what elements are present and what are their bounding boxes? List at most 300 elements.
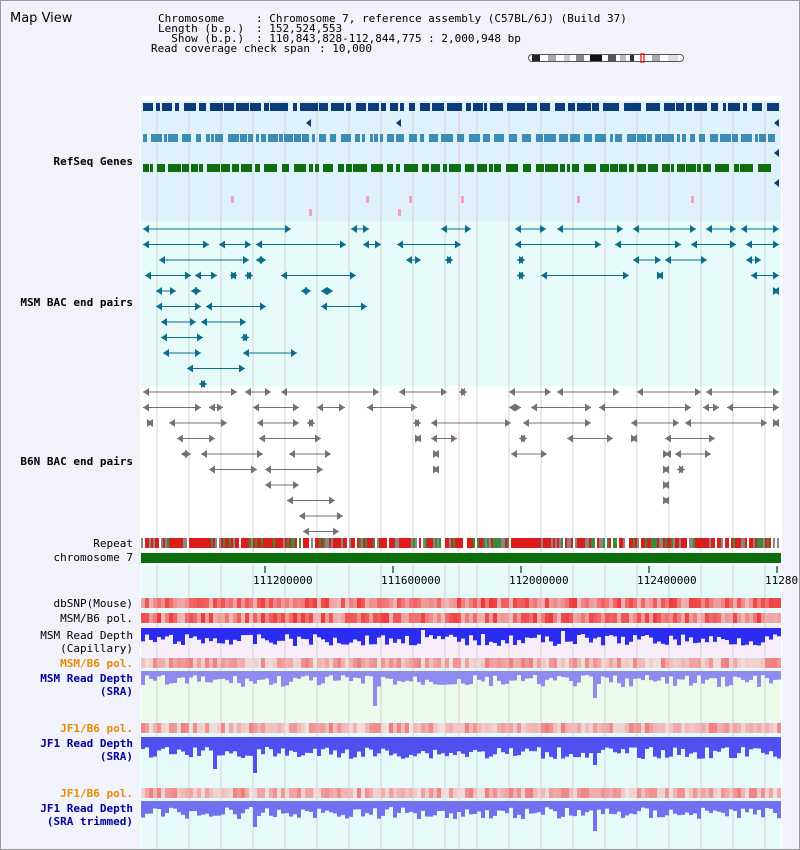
- heat-cell: [449, 613, 453, 623]
- depth-bar: [645, 628, 649, 635]
- repeat-segment: [147, 538, 149, 548]
- heat-cell: [445, 613, 449, 623]
- repeat-segment: [545, 538, 547, 548]
- track-label-jf1-b6-pol-trim[interactable]: JF1/B6 pol.: [60, 787, 133, 800]
- depth-bar: [673, 628, 677, 640]
- track-label-dbsnp[interactable]: dbSNP(Mouse): [53, 597, 133, 610]
- heat-cell: [573, 788, 577, 798]
- heat-cell: [489, 658, 493, 668]
- depth-bar: [689, 737, 693, 754]
- heat-cell: [405, 613, 409, 623]
- depth-bar: [457, 737, 461, 751]
- depth-bar: [517, 801, 521, 815]
- depth-bar: [413, 801, 417, 813]
- repeat-segment: [779, 538, 781, 548]
- gene-feature: [409, 134, 417, 142]
- depth-bar: [641, 671, 645, 680]
- repeat-segment: [205, 538, 207, 548]
- depth-bar: [169, 801, 173, 808]
- heat-cell: [433, 613, 437, 623]
- heat-cell: [333, 723, 337, 733]
- depth-bar: [621, 671, 625, 687]
- track-label-msm-read-depth-cap[interactable]: MSM Read Depth (Capillary): [40, 629, 133, 655]
- depth-bar: [625, 801, 629, 815]
- heat-cell: [241, 723, 245, 733]
- depth-bar: [661, 737, 665, 750]
- depth-bar: [749, 801, 753, 809]
- depth-bar: [309, 801, 313, 812]
- repeat-segment: [307, 538, 309, 548]
- depth-bar: [633, 671, 637, 679]
- heat-cell: [313, 613, 317, 623]
- heat-cell: [541, 658, 545, 668]
- repeat-segment: [607, 538, 609, 548]
- repeat-segment: [191, 538, 193, 548]
- heat-cell: [541, 788, 545, 798]
- heat-cell: [521, 788, 525, 798]
- heat-cell: [577, 658, 581, 668]
- repeat-segment: [141, 538, 143, 548]
- depth-bar: [333, 671, 337, 681]
- heat-cell: [545, 658, 549, 668]
- heat-cell: [753, 788, 757, 798]
- heat-cell: [301, 723, 305, 733]
- repeat-segment: [471, 538, 473, 548]
- depth-bar: [445, 671, 449, 685]
- depth-bar: [601, 671, 605, 677]
- gene-feature: [577, 196, 580, 203]
- repeat-segment: [581, 538, 583, 548]
- heat-cell: [321, 658, 325, 668]
- depth-bar: [405, 628, 409, 636]
- repeat-segment: [769, 538, 771, 548]
- heat-cell: [357, 723, 361, 733]
- depth-bar: [245, 671, 249, 679]
- heat-cell: [717, 788, 721, 798]
- heat-cell: [369, 613, 373, 623]
- heat-cell: [529, 613, 533, 623]
- depth-bar: [513, 671, 517, 680]
- depth-bar: [273, 671, 277, 683]
- depth-bar: [593, 801, 597, 831]
- depth-bar: [377, 801, 381, 819]
- depth-bar: [697, 737, 701, 759]
- gene-feature: [690, 134, 695, 142]
- depth-bar: [313, 671, 317, 677]
- track-label-msm-bac[interactable]: MSM BAC end pairs: [20, 296, 133, 309]
- heat-cell: [665, 613, 669, 623]
- depth-bar: [437, 671, 441, 685]
- depth-bar: [241, 671, 245, 687]
- depth-bar: [337, 628, 341, 643]
- depth-bar: [693, 671, 697, 683]
- gene-feature: [151, 134, 162, 142]
- depth-bar: [477, 801, 481, 812]
- depth-bar: [153, 737, 157, 757]
- heat-cell: [669, 658, 673, 668]
- depth-bar: [409, 628, 413, 645]
- heat-cell: [709, 788, 713, 798]
- coverage-span-label: Read coverage check span: [151, 42, 310, 55]
- gene-feature: [256, 134, 259, 142]
- depth-bar: [349, 671, 353, 681]
- depth-bar: [145, 628, 149, 635]
- heat-cell: [737, 613, 741, 623]
- depth-bar: [393, 628, 397, 643]
- depth-bar: [497, 801, 501, 811]
- repeat-segment: [203, 538, 205, 548]
- heat-cell: [245, 658, 249, 668]
- heat-cell: [497, 613, 501, 623]
- depth-bar: [397, 628, 401, 639]
- gene-feature: [199, 103, 206, 111]
- repeat-segment: [165, 538, 167, 548]
- heat-cell: [765, 658, 769, 668]
- heat-cell: [777, 723, 781, 733]
- heat-cell: [745, 658, 749, 668]
- repeat-segment: [323, 538, 325, 548]
- depth-bar: [677, 628, 681, 645]
- repeat-segment: [665, 538, 667, 548]
- repeat-segment: [529, 538, 531, 548]
- depth-bar: [613, 737, 617, 752]
- heat-cell: [609, 788, 613, 798]
- heat-cell: [621, 613, 625, 623]
- heat-cell: [389, 598, 393, 608]
- depth-bar: [305, 628, 309, 639]
- depth-bar: [629, 737, 633, 747]
- depth-bar: [141, 737, 145, 749]
- heat-cell: [501, 788, 505, 798]
- gene-feature: [540, 103, 550, 111]
- depth-bar: [761, 801, 765, 817]
- depth-bar: [545, 671, 549, 680]
- heat-cell: [745, 723, 749, 733]
- heat-cell: [529, 788, 533, 798]
- depth-bar: [289, 737, 293, 751]
- heat-cell: [421, 598, 425, 608]
- depth-bar: [521, 737, 525, 752]
- repeat-segment: [557, 538, 559, 548]
- repeat-segment: [605, 538, 607, 548]
- heat-cell: [205, 788, 209, 798]
- depth-bar: [617, 737, 621, 753]
- heat-cell: [465, 598, 469, 608]
- repeat-segment: [541, 538, 543, 548]
- heat-cell: [565, 788, 569, 798]
- depth-bar: [181, 737, 185, 752]
- heat-cell: [197, 613, 201, 623]
- heat-cell: [345, 788, 349, 798]
- gene-feature: [494, 164, 501, 172]
- heat-cell: [433, 658, 437, 668]
- depth-bar: [729, 671, 733, 685]
- repeat-segment: [261, 538, 263, 548]
- heat-cell: [509, 598, 513, 608]
- depth-bar: [673, 801, 677, 814]
- heat-cell: [225, 723, 229, 733]
- depth-bar: [213, 628, 217, 638]
- gene-feature: [368, 103, 379, 111]
- heat-cell: [433, 723, 437, 733]
- heat-cell: [177, 788, 181, 798]
- heat-cell: [569, 598, 573, 608]
- heat-cell: [169, 788, 173, 798]
- heat-cell: [185, 613, 189, 623]
- repeat-segment: [613, 538, 615, 548]
- heat-cell: [537, 788, 541, 798]
- gene-feature: [560, 164, 565, 172]
- heat-cell: [637, 723, 641, 733]
- depth-bar: [345, 737, 349, 749]
- heat-cell: [141, 723, 145, 733]
- depth-bar: [201, 671, 205, 676]
- heat-cell: [429, 613, 433, 623]
- track-label-jf1-read-depth-sra[interactable]: JF1 Read Depth (SRA): [40, 737, 133, 763]
- repeat-segment: [641, 538, 643, 548]
- gene-feature: [387, 164, 393, 172]
- depth-bar: [441, 737, 445, 753]
- depth-bar: [733, 628, 737, 644]
- repeat-segment: [637, 538, 639, 548]
- depth-bar: [241, 737, 245, 758]
- depth-bar: [141, 628, 145, 641]
- repeat-segment: [591, 538, 593, 548]
- heat-cell: [401, 788, 405, 798]
- depth-bar: [693, 737, 697, 752]
- heat-cell: [417, 723, 421, 733]
- gene-feature: [353, 164, 367, 172]
- heat-cell: [605, 658, 609, 668]
- gene-feature: [527, 103, 537, 111]
- track-label-msm-b6-pol[interactable]: MSM/B6 pol.: [60, 612, 133, 625]
- depth-bar: [477, 628, 481, 645]
- track-label-b6n-bac[interactable]: B6N BAC end pairs: [20, 455, 133, 468]
- depth-bar: [737, 737, 741, 753]
- track-label-jf1-read-depth-trim[interactable]: JF1 Read Depth (SRA trimmed): [40, 802, 133, 828]
- depth-bar: [421, 737, 425, 751]
- heat-cell: [737, 598, 741, 608]
- depth-bar: [657, 671, 661, 681]
- depth-bar: [461, 671, 465, 683]
- heat-cell: [493, 598, 497, 608]
- heat-cell: [685, 613, 689, 623]
- depth-bar: [177, 801, 181, 812]
- heat-cell: [501, 723, 505, 733]
- heat-cell: [613, 788, 617, 798]
- depth-bar: [405, 801, 409, 813]
- depth-bar: [669, 671, 673, 676]
- heat-cell: [313, 788, 317, 798]
- heat-cell: [389, 788, 393, 798]
- repeat-segment: [733, 538, 735, 548]
- gene-feature: [461, 196, 464, 203]
- depth-bar: [409, 671, 413, 681]
- heat-cell: [453, 598, 457, 608]
- depth-bar: [317, 737, 321, 756]
- heat-cell: [281, 613, 285, 623]
- depth-bar: [517, 671, 521, 675]
- heat-cell: [625, 613, 629, 623]
- gene-feature: [182, 134, 191, 142]
- depth-bar: [325, 671, 329, 677]
- depth-bar: [593, 628, 597, 638]
- repeat-segment: [267, 538, 269, 548]
- gene-feature: [544, 134, 556, 142]
- depth-bar: [529, 737, 533, 751]
- heat-cell: [633, 723, 637, 733]
- heat-cell: [557, 658, 561, 668]
- heat-cell: [229, 598, 233, 608]
- heat-cell: [353, 723, 357, 733]
- repeat-segment: [211, 538, 213, 548]
- depth-bar: [605, 801, 609, 809]
- depth-bar: [429, 671, 433, 682]
- heat-cell: [229, 723, 233, 733]
- heat-cell: [533, 723, 537, 733]
- depth-bar: [701, 737, 705, 759]
- gene-feature: [312, 134, 315, 142]
- heat-cell: [233, 723, 237, 733]
- repeat-segment: [321, 538, 323, 548]
- heat-cell: [753, 723, 757, 733]
- depth-bar: [149, 737, 153, 758]
- heat-cell: [657, 788, 661, 798]
- heat-cell: [565, 598, 569, 608]
- depth-bar: [645, 671, 649, 675]
- heat-cell: [645, 658, 649, 668]
- depth-bar: [497, 671, 501, 681]
- repeat-segment: [589, 538, 591, 548]
- depth-bar: [669, 801, 673, 810]
- track-label-repeat[interactable]: Repeat: [93, 537, 133, 550]
- depth-bar: [221, 737, 225, 755]
- heat-cell: [333, 658, 337, 668]
- heat-cell: [721, 613, 725, 623]
- heat-cell: [733, 613, 737, 623]
- heat-cell: [493, 723, 497, 733]
- heat-cell: [585, 613, 589, 623]
- axis-tick-label: 111600000: [381, 574, 441, 587]
- repeat-segment: [567, 538, 569, 548]
- depth-bar: [365, 801, 369, 813]
- heat-cell: [613, 598, 617, 608]
- depth-bar: [225, 737, 229, 751]
- depth-bar: [485, 801, 489, 810]
- heat-cell: [577, 598, 581, 608]
- depth-bar: [497, 628, 501, 646]
- depth-bar: [469, 737, 473, 752]
- depth-bar: [229, 628, 233, 644]
- gene-feature: [409, 196, 412, 203]
- gene-feature: [441, 134, 453, 142]
- heat-cell: [305, 658, 309, 668]
- heat-cell: [585, 658, 589, 668]
- heat-cell: [661, 788, 665, 798]
- depth-bar: [213, 671, 217, 680]
- depth-bar: [733, 671, 737, 677]
- depth-bar: [277, 737, 281, 753]
- depth-bar: [649, 671, 653, 680]
- heat-cell: [649, 613, 653, 623]
- track-label-refseq[interactable]: RefSeq Genes: [53, 155, 133, 168]
- depth-bar: [673, 737, 677, 748]
- repeat-segment: [265, 538, 267, 548]
- depth-bar: [501, 801, 505, 811]
- depth-bar: [717, 628, 721, 637]
- repeat-segment: [609, 538, 611, 548]
- depth-bar: [265, 628, 269, 640]
- depth-bar: [317, 628, 321, 637]
- track-label-msm-b6-pol-sra[interactable]: MSM/B6 pol.: [60, 657, 133, 670]
- heat-cell: [717, 613, 721, 623]
- depth-bar: [773, 671, 777, 680]
- gene-feature: [682, 134, 686, 142]
- heat-cell: [593, 788, 597, 798]
- repeat-segment: [551, 538, 553, 548]
- heat-cell: [505, 658, 509, 668]
- gene-feature: [615, 134, 622, 142]
- repeat-segment: [657, 538, 659, 548]
- depth-bar: [405, 671, 409, 681]
- gene-feature: [175, 103, 179, 111]
- heat-cell: [173, 598, 177, 608]
- heat-cell: [429, 788, 433, 798]
- heat-cell: [569, 788, 573, 798]
- depth-bar: [677, 801, 681, 815]
- repeat-segment: [263, 538, 265, 548]
- gene-feature: [409, 103, 415, 111]
- repeat-segment: [193, 538, 195, 548]
- track-label-msm-read-depth-sra[interactable]: MSM Read Depth (SRA): [40, 672, 133, 698]
- heat-cell: [597, 723, 601, 733]
- heat-cell: [345, 723, 349, 733]
- depth-bar: [145, 671, 149, 676]
- heat-cell: [561, 613, 565, 623]
- depth-bar: [585, 671, 589, 675]
- depth-bar: [357, 671, 361, 678]
- depth-bar: [709, 671, 713, 678]
- repeat-segment: [145, 538, 147, 548]
- heat-cell: [305, 613, 309, 623]
- depth-bar: [673, 671, 677, 686]
- track-label-jf1-b6-pol[interactable]: JF1/B6 pol.: [60, 722, 133, 735]
- heat-cell: [425, 723, 429, 733]
- repeat-segment: [625, 538, 627, 548]
- depth-bar: [401, 628, 405, 643]
- heat-cell: [413, 723, 417, 733]
- depth-bar: [609, 628, 613, 635]
- heat-cell: [441, 598, 445, 608]
- depth-bar: [485, 628, 489, 645]
- depth-bar: [249, 801, 253, 807]
- depth-bar: [517, 628, 521, 640]
- gene-feature: [431, 164, 440, 172]
- heat-cell: [301, 598, 305, 608]
- track-label-chromosome[interactable]: chromosome 7: [53, 551, 133, 564]
- gene-feature: [232, 164, 239, 172]
- heat-cell: [241, 788, 245, 798]
- heat-cell: [661, 658, 665, 668]
- heat-cell: [661, 598, 665, 608]
- gene-feature: [752, 103, 762, 111]
- repeat-segment: [285, 538, 287, 548]
- depth-bar: [421, 801, 425, 811]
- heat-cell: [477, 658, 481, 668]
- heat-cell: [265, 598, 269, 608]
- repeat-segment: [737, 538, 739, 548]
- depth-bar: [709, 628, 713, 636]
